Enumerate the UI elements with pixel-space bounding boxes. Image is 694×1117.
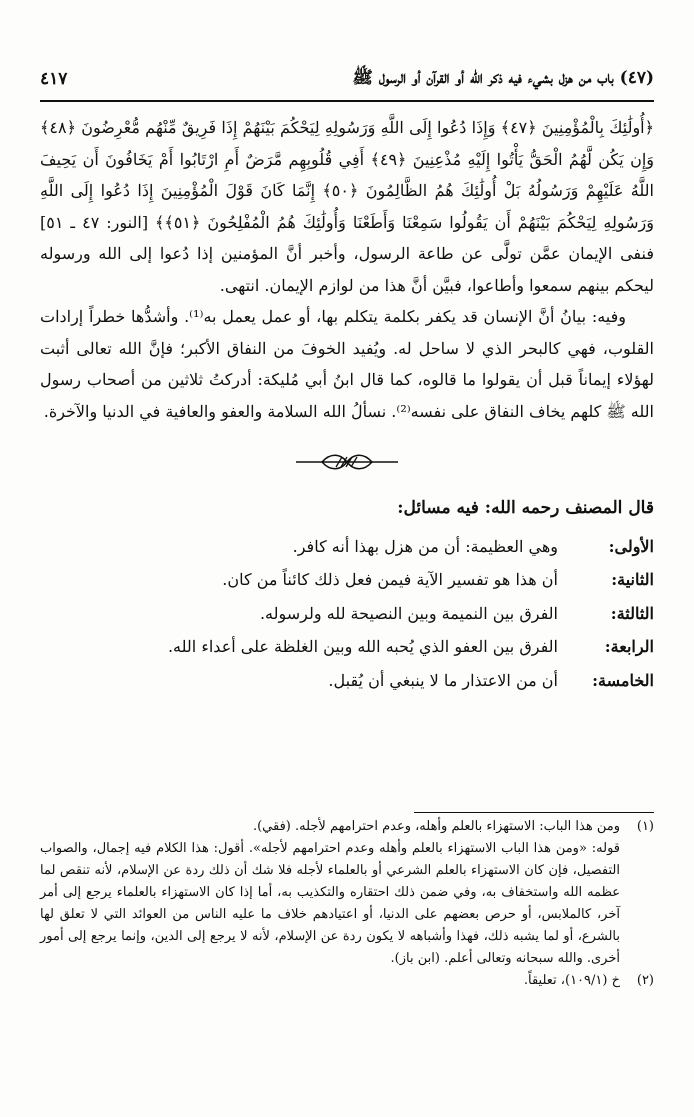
footnote-number: (٢) <box>636 973 654 988</box>
commentary-paragraph: وفيه: بيانُ أنَّ الإنسان قد يكفر بكلمة يتكلم بها، أو عمل يعمل به⁽¹⁾. وأشدُّها خطراً إرادات القلوب، فهي كالبحر الذي لا ساحل له. ويُفيد الخوفَ من النفاق الأكبر؛ فإنَّ الله تعالى أثبت لهؤلاء إيماناً قبل أن يقولوا ما قالوه، كما قال ابنُ أبي مُليكة: أدركتُ ثلاثين من أصحاب رسول الله ﷺ كلهم يخاف النفاق على نفسه⁽²⁾. نسألُ الله السلامة والعفو والعافية في الدنيا والآخرة. <box>40 307 654 421</box>
ornament-divider <box>40 449 654 475</box>
masala-text: وهي العظيمة: أن من هزل بهذا أنه كافر. <box>292 536 558 556</box>
masala-text: الفرق بين العفو الذي يُحبه الله وبين الغلظة على أعداء الله. <box>167 637 558 656</box>
masail-section <box>40 493 654 696</box>
masala-text: أن هذا هو تفسير الآية فيمن فعل ذلك كائناً من كان. <box>222 570 558 589</box>
footnote-body <box>40 816 620 970</box>
footnote-line: قوله: «ومن هذا الباب الاستهزاء بالعلم وأهله وعدم احترامهم لأجله». أقول: هذا الكلام فيه إجمال، والصواب التفصيل، فإن كان الاستهزاء بالعلم الشرعي أو بالعلماء لأجله فلا شك أن ذلك ردة عن الإسلام، لأنه تنقص لما عظمه الله واستخفاف به، وفي ضمن ذلك احتقاره والتكذيب به، أما إذا كان الاستهزاء بالعلماء يرجع إلى أمر آخر، كالملابس، أو حرص بعضهم على الدنيا، أو اعتيادهم خلاف ما عليه الناس من العوائد التي لا تعلق لها بالشرع، أو لما يشبه ذلك، فهذا وأشباهه لا يكون ردة عن الإسلام، لأنه لا يرجع إلى الدين، وإنما يرجع إلى أمور أخرى. والله سبحانه وتعالى أعلم. (ابن باز). <box>40 841 620 966</box>
masala-label: الرابعة: <box>604 637 654 656</box>
footnote-number: (١) <box>636 819 654 834</box>
masala-text: الفرق بين النميمة وبين النصيحة لله ولرسوله. <box>259 603 558 623</box>
flourish-icon <box>292 449 402 475</box>
header-divider <box>40 100 654 102</box>
page-number: ٤١٧ <box>40 69 68 89</box>
footnote-body <box>40 970 620 992</box>
masala-label: الأولى: <box>608 536 654 556</box>
chapter-title: (٤٧) باب من هزل بشيء فيه ذكر الله أو القرآن أو الرسول ﷺ <box>352 67 654 88</box>
footnote-divider <box>414 812 654 813</box>
masala-row <box>40 631 654 663</box>
page-header <box>40 62 654 96</box>
footnote <box>40 816 654 970</box>
masala-label: الثالثة: <box>610 603 654 623</box>
footnotes <box>40 816 654 992</box>
main-text <box>40 112 654 698</box>
footnote-line: خ (١٠٩/١)، تعليقاً. <box>523 973 620 988</box>
footnote-line: ومن هذا الباب: الاستهزاء بالعلم وأهله، وعدم احترامهم لأجله. (فقي). <box>252 819 620 834</box>
masala-row <box>40 665 654 697</box>
masala-label: الخامسة: <box>592 670 654 690</box>
masala-row <box>40 564 654 596</box>
masala-label: الثانية: <box>611 570 654 589</box>
masala-text: أن من الاعتذار ما لا ينبغي أن يُقبل. <box>328 670 558 690</box>
masail-heading: قال المصنف رحمه الله: فيه مسائل: <box>397 498 654 518</box>
masala-row <box>40 598 654 630</box>
quran-paragraph: ﴿أُولَٰئِكَ بِالْمُؤْمِنِينَ ﴿٤٧﴾ وَإِذَا دُعُوا إِلَى اللَّهِ وَرَسُولِهِ لِيَحْكُمَ بَيْنَهُمْ إِذَا فَرِيقٌ مِّنْهُم مُّعْرِضُونَ ﴿٤٨﴾ وَإِن يَكُن لَّهُمُ الْحَقُّ يَأْتُوا إِلَيْهِ مُذْعِنِينَ ﴿٤٩﴾ أَفِي قُلُوبِهِم مَّرَضٌ أَمِ ارْتَابُوا أَمْ يَخَافُونَ أَن يَحِيفَ اللَّهُ عَلَيْهِمْ وَرَسُولُهُ بَلْ أُولَٰئِكَ هُمُ الظَّالِمُونَ ﴿٥٠﴾ إِنَّمَا كَانَ قَوْلَ الْمُؤْمِنِينَ إِذَا دُعُوا إِلَى اللَّهِ وَرَسُولِهِ لِيَحْكُمَ بَيْنَهُمْ أَن يَقُولُوا سَمِعْنَا وَأَطَعْنَا وَأُولَٰئِكَ هُمُ الْمُفْلِحُونَ ﴿٥١﴾﴾ [النور: ٤٧ ـ ٥١] فنفى الإيمان عمَّن تولَّى عن طاعة الرسول، وأخبر أنَّ المؤمنين إذا دُعوا إلى الله ورسوله ليحكم بينهم سمعوا وأطاعوا، فبيَّن أنَّ هذا من لوازم الإيمان. انتهى. <box>40 118 655 295</box>
footnote <box>40 970 654 992</box>
masala-row <box>40 531 654 563</box>
